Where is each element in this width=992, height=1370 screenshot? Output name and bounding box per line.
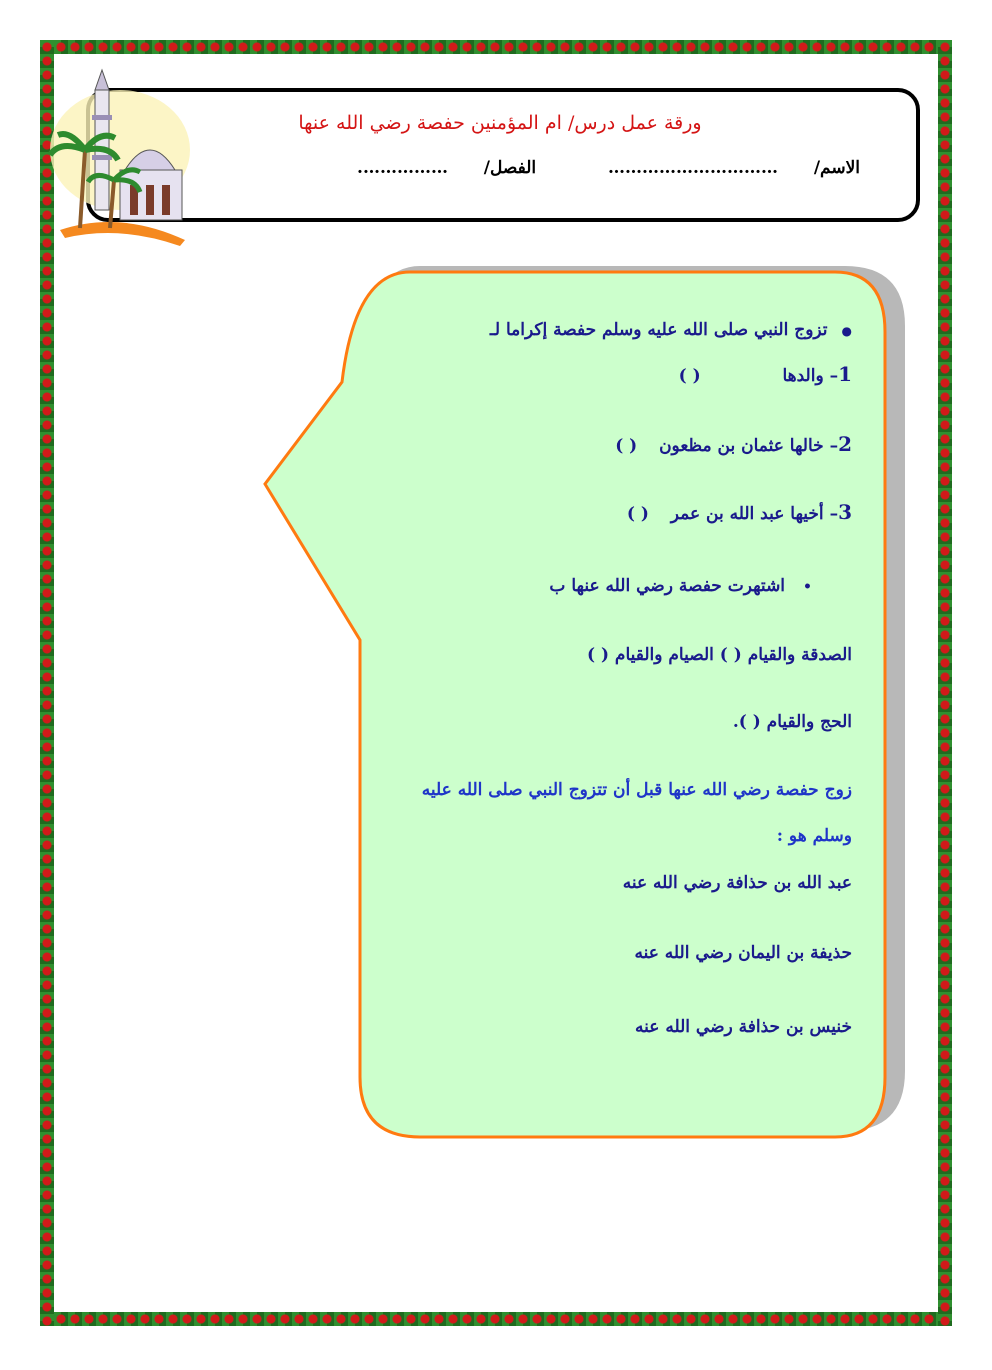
q2-options-line-2[interactable]: الحج والقيام ( ). bbox=[732, 712, 852, 732]
q1-option-3[interactable]: 3– أخيها عبد الله بن عمر ( ) bbox=[626, 500, 852, 524]
q1-option-2[interactable]: 2– خالها عثمان بن مظعون ( ) bbox=[615, 432, 852, 456]
decorative-border-right bbox=[938, 40, 952, 1326]
decorative-border-bottom bbox=[40, 1312, 952, 1326]
name-label: الاسم/ bbox=[813, 158, 860, 178]
question-3-prompt-line-1: زوج حفصة رضي الله عنها قبل أن تتزوج النبي صلى الله عليه bbox=[421, 780, 852, 800]
student-info-line bbox=[180, 158, 860, 178]
q3-option-3[interactable]: خنيس بن حذافة رضي الله عنه bbox=[635, 1017, 852, 1037]
name-field[interactable]: ………………………… bbox=[607, 158, 778, 178]
q1-option-1[interactable]: 1– والدها ( ) bbox=[678, 362, 852, 386]
q3-option-1[interactable]: عبد الله بن حذافة رضي الله عنه bbox=[622, 873, 852, 893]
worksheet-title: ورقة عمل درس/ ام المؤمنين حفصة رضي الله عنها bbox=[298, 112, 702, 134]
class-field[interactable]: ……………. bbox=[357, 158, 448, 178]
mosque-icon bbox=[40, 60, 200, 250]
question-1-prompt: ● تزوج النبي صلى الله عليه وسلم حفصة إكراما لـ bbox=[490, 320, 852, 340]
header-box bbox=[86, 88, 920, 222]
question-3-prompt-line-2: وسلم هو : bbox=[776, 826, 852, 846]
decorative-border-top bbox=[40, 40, 952, 54]
class-label: الفصل/ bbox=[483, 158, 537, 178]
question-2-prompt: • اشتهرت حفصة رضي الله عنها ب bbox=[549, 576, 812, 596]
q2-options-line-1[interactable]: الصدقة والقيام ( ) الصيام والقيام ( ) bbox=[587, 645, 852, 665]
q3-option-2[interactable]: حذيفة بن اليمان رضي الله عنه bbox=[634, 943, 852, 963]
